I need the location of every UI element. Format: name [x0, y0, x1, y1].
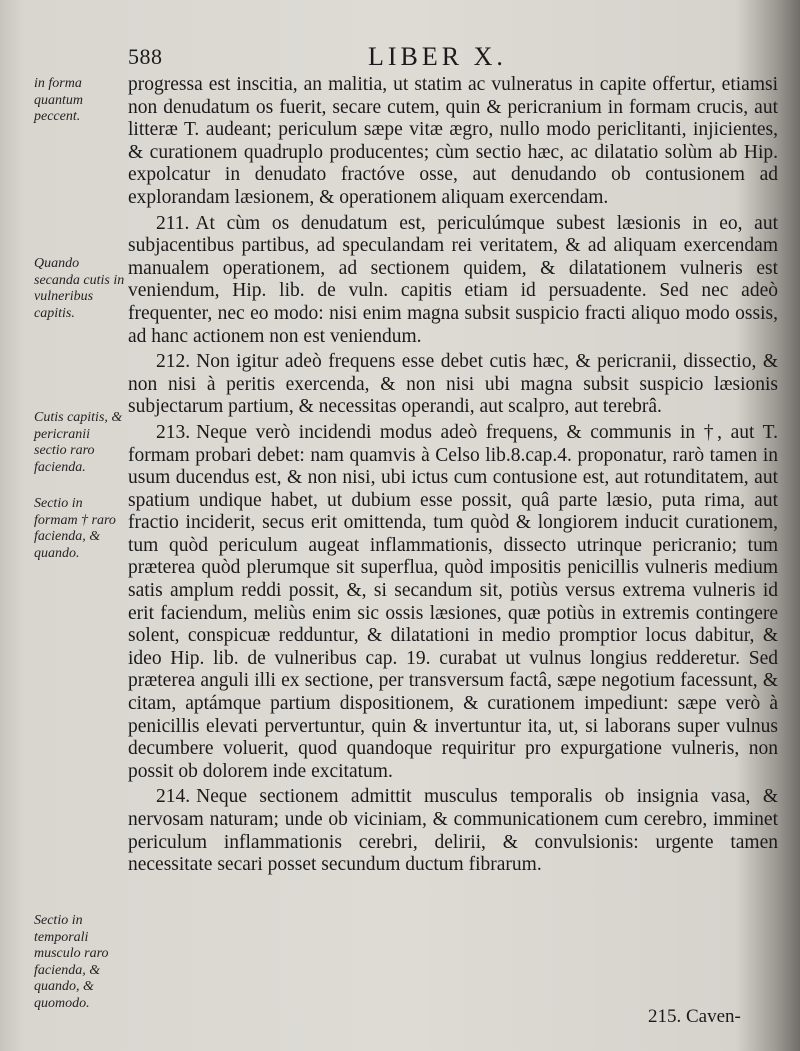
paragraph: [128, 74, 778, 210]
paragraph-number: 214.: [156, 786, 191, 808]
paragraph: [128, 213, 778, 349]
paragraph-number: 213.: [156, 421, 191, 443]
running-head: LIBER X.: [368, 42, 507, 71]
paragraph-text: progressa est inscitia, an malitia, ut statim ac vulneratus in capite offertur, etiamsi non denudatum os fuerit, secare cutem, quin & pericranium in formam crucis, aut litteræ T. audeant; periculum sæpe vitæ ægro, nullo modo periclitanti, injicientes, & curationem quadruplo producentes; cùm sectio hæc, ac dilatatio solùm ab Hip. expolcatur in denudato fractóve osse, aut denudando ob contusionem ad explorandam læsionem, & operationem aliquam exercendam.: [128, 74, 778, 208]
page-number: 588: [128, 44, 163, 69]
paragraph-text: Non igitur adeò frequens esse debet cutis hæc, & pericranii, dissectio, & non nisi à peritis exercenda, & non nisi ubi magna subsit suspicio læsionis subjectarum partium, & necessitas operandi, aut scalpro, aut terebrâ.: [128, 351, 778, 418]
margin-note: Sectio in temporali musculo raro facienda, & quando, & quomodo.: [34, 913, 109, 1011]
paragraph-number: 212.: [156, 351, 191, 373]
paragraph-text: Neque sectionem admittit musculus temporalis ob insignia vasa, & nervosam naturam; unde ob viciniam, & communicationem cum cerebro, imminet periculum inflammationis cerebri, delirii, & convulsionis: urgente tamen necessitate secari posset secundum ductum fibrarum.: [128, 786, 778, 876]
margin-note: Sectio in formam † raro facienda, & quando.: [34, 496, 116, 561]
margin-note: in forma quantum peccent.: [34, 76, 83, 124]
margin-note: Quando secanda cutis in vulneribus capitis.: [34, 256, 125, 321]
paragraph-text: Neque verò incidendi modus adeò frequens, & communis in †, aut T. formam probari debet: nam quamvis à Celso lib.8.cap.4. proponatur, rarò tamen in usum ducendus est, & non nisi, ubi ictus cum contusione est, aut rotunditatem, aut spatium undique habet, ut dubium esse possit, quâ parte læsio, puta rima, aut fractio inciderit, secus erit omittenda, tum quòd & longiorem inducit curationem, tum quòd periculum augeat inflammationis, dissecto utrinque pericranio; tum præterea quòd plerumque sit superflua, quòd impositis penicillis vulneris medium satis amplum reddi possit, &, si secandum sit, potiùs versus extrema vulneris id erit faciendum, meliùs enim sic ossis læsiones, quæ potiùs in extremis contingere solent, conspicuæ redduntur, & dilatationi in medio promptior locus dabitur, & ideo Hip. lib. de vulneribus cap. 19. curabat ut vulnus longius redderetur. Sed præterea anguli illi ex sectione, per transversum factâ, sæpe negotium facessunt, & citam, aptámque partium dispositionem, & curationem impediunt: sæpe verò à penicillis elevati pervertuntur, quin & invertuntur ita, ut, si laborans super vulnus decumbere voluerit, quod quandoque requiritur pro expurgatione vulneris, non possit ob dolorem inde excitatum.: [128, 421, 778, 782]
catchword: 215. Caven-: [648, 1006, 741, 1027]
paragraph-text: At cùm os denudatum est, periculúmque subest læsionis in eo, aut subjacentibus partibus, ad speculandam rei veritatem, & ad aliquam exercendam manualem operationem, ad sectionem quidem, & dilatationem vulneris est veniendum, Hip. lib. de vuln. capitis etiam id persuadente. Sed nec adeò frequenter, nec eo modo: nisi enim magna subsit suspicio fracti aliquo modo ossis, ad hanc actionem non est veniendum.: [128, 212, 778, 347]
paragraph: [128, 786, 778, 876]
margin-note: Cutis capitis, & pericranii sectio raro facienda.: [34, 410, 123, 475]
paragraph: [128, 422, 778, 784]
main-text: [128, 74, 778, 880]
paragraph-number: 211.: [156, 212, 190, 234]
page-header: [128, 44, 768, 78]
paragraph: [128, 351, 778, 419]
